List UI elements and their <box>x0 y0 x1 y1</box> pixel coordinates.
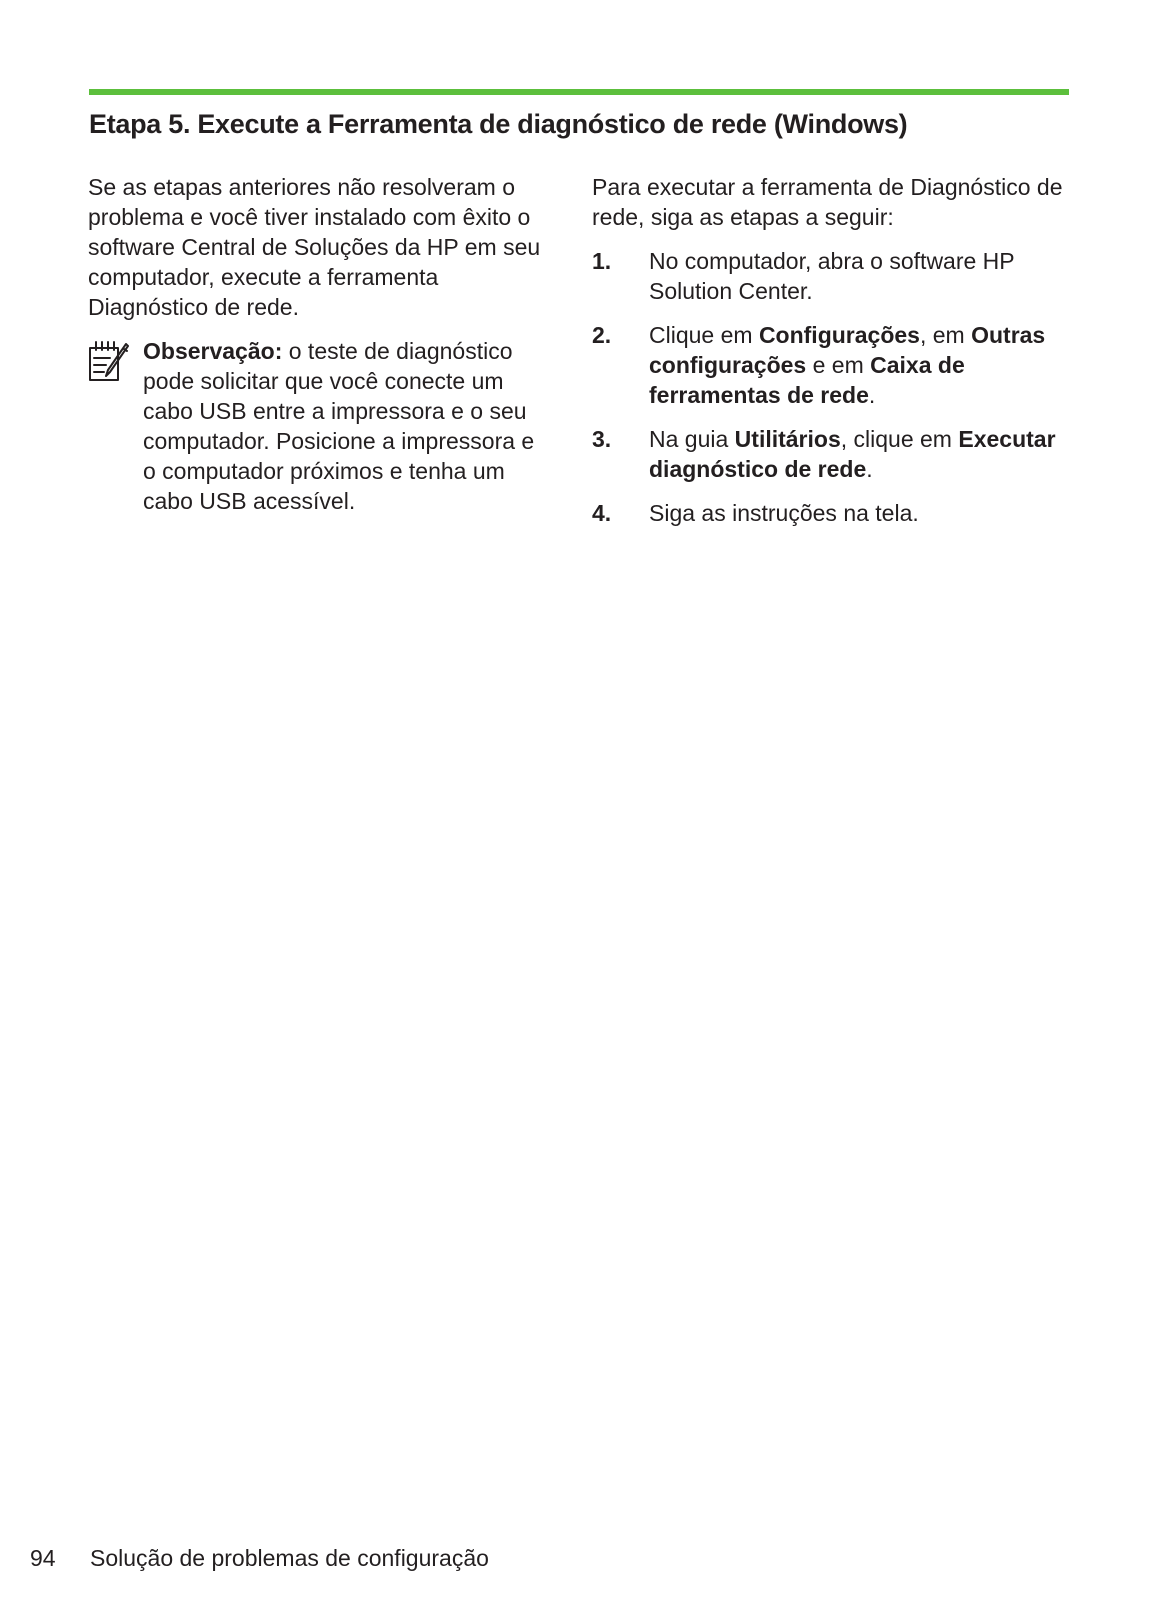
note-text: o teste de diagnóstico pode solicitar que você conecte um cabo USB entre a impressora e o seu computador. Posicione a impressora e o computador próximos e tenha um cabo USB acessível. <box>143 338 535 514</box>
step-item <box>592 498 1072 528</box>
note-box <box>88 336 548 516</box>
step-text-bold: Utilitários <box>734 426 841 452</box>
step-text-part: . <box>866 456 873 482</box>
step-text <box>649 500 919 526</box>
right-column <box>592 172 1072 542</box>
step-text-part: Na guia <box>649 426 735 452</box>
step-number: 1. <box>592 248 612 274</box>
step-text-bold: Configurações <box>758 322 920 348</box>
step-text-bold: Executar diagnóstico de rede <box>649 426 1056 482</box>
left-column <box>88 172 548 516</box>
step-text-part: . <box>868 382 876 408</box>
step-number: 4. <box>592 500 612 526</box>
intro-paragraph: Se as etapas anteriores não resolveram o problema e você tiver instalado com êxito o software Central de Soluções da HP em seu computador, execute a ferramenta Diagnóstico de rede. <box>88 174 541 320</box>
page-heading: Etapa 5. Execute a Ferramenta de diagnóstico de rede (Windows) <box>89 109 908 139</box>
step-item <box>592 320 1072 410</box>
page-number: 94 <box>30 1545 56 1571</box>
steps-list <box>592 246 1072 528</box>
step-text-part: Siga as instruções na tela. <box>649 500 919 526</box>
step-item <box>592 424 1072 484</box>
step-text <box>649 322 1045 408</box>
step-text <box>649 248 1014 304</box>
heading-rule <box>89 89 1069 95</box>
step-number: 2. <box>592 322 612 348</box>
note-label: Observação: <box>143 338 283 364</box>
step-item <box>592 246 1072 306</box>
step-text-part: , em <box>919 322 972 348</box>
step-text-part: , clique em <box>840 426 959 452</box>
step-text-part: No computador, abra o software HP Solution Center. <box>649 248 1015 304</box>
step-text <box>649 426 1056 482</box>
step-text-part: e em <box>806 352 871 378</box>
note-pad-icon <box>88 338 132 384</box>
step-number: 3. <box>592 426 612 452</box>
step-text-part: Clique em <box>649 322 759 348</box>
footer-section-title: Solução de problemas de configuração <box>90 1545 489 1571</box>
page-footer <box>30 1543 489 1573</box>
steps-intro: Para executar a ferramenta de Diagnóstico de rede, siga as etapas a seguir: <box>592 174 1063 230</box>
step-text-bold: Outras configurações <box>649 322 1046 378</box>
step-text-bold: Caixa de ferramentas de rede <box>649 352 965 408</box>
